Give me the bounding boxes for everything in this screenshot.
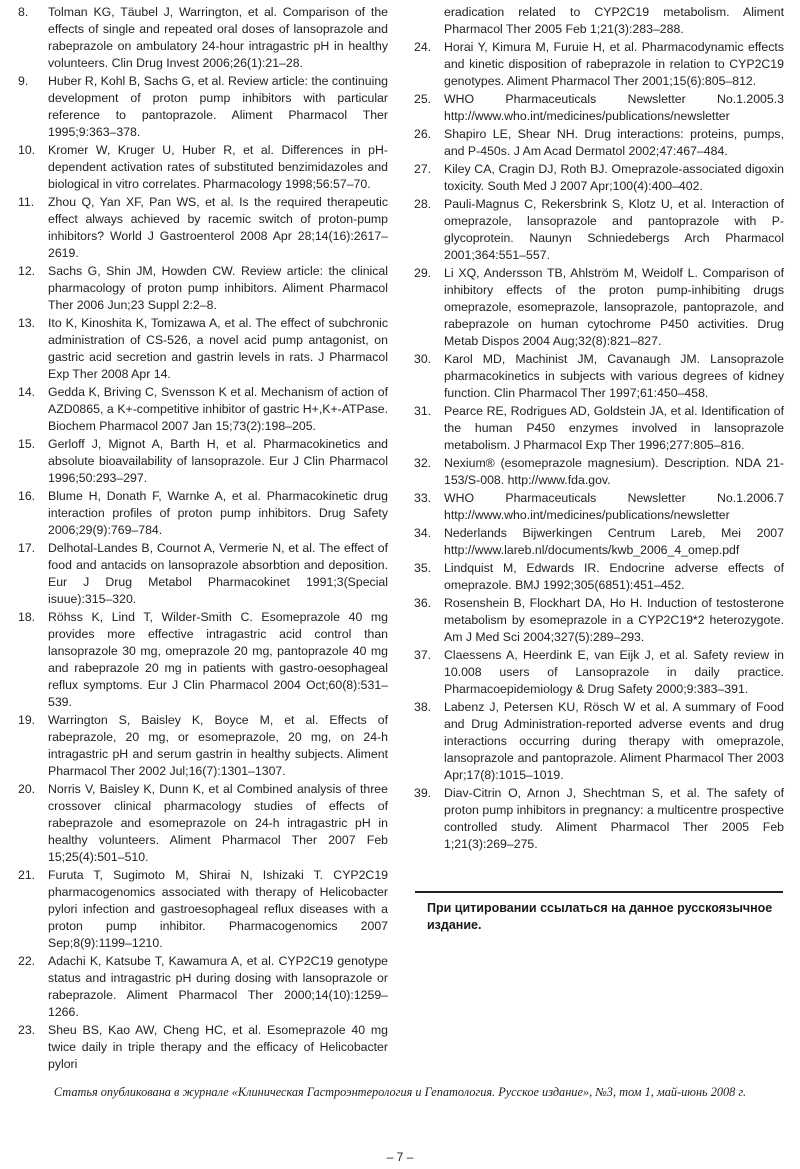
reference-text: Gerloff J, Mignot A, Barth H, et al. Pharmacokinetics and absolute bioavailability of lansoprazole. Eur J Clin Pharmacol 1996;50:293–297. — [48, 437, 388, 485]
reference-number: 12. — [18, 264, 36, 278]
reference-text: Huber R, Kohl B, Sachs G, et al. Review article: the continuing development of proton pump inhibitors with particular reference to pantoprazole. Aliment Pharmacol Ther 1995;9:363–378. — [48, 74, 388, 139]
reference-item — [414, 785, 784, 853]
reference-number: 22. — [18, 954, 36, 968]
reference-number: 28. — [414, 197, 432, 211]
reference-number: 29. — [414, 266, 432, 280]
reference-item — [414, 490, 784, 524]
reference-item — [18, 315, 388, 383]
citation-note: При цитировании ссылаться на данное русскоязычное издание. — [427, 901, 773, 932]
reference-text: Furuta T, Sugimoto M, Shirai N, Ishizaki T. CYP2C19 pharmacogenomics associated with therapy of Helicobacter pylori infection and gastroesophageal reflux diseases with a proton pump inhibitor. Pharmacogenomics 2007 Sep;8(9):1199–1210. — [48, 868, 388, 950]
reference-number: 30. — [414, 352, 432, 366]
reference-text: Labenz J, Petersen KU, Rösch W et al. A summary of Food and Drug Administration-reported adverse events and drug interactions occurring during therapy with omeprazole, lansoprazole and pantoprazole. Aliment Pharmacol Ther 2003 Apr;17(8):1015–1019. — [444, 700, 784, 782]
reference-text: Nederlands Bijwerkingen Centrum Lareb, Mei 2007 http://www.lareb.nl/documents/kwb_2006_4_omep.pdf — [444, 526, 784, 557]
reference-number: 13. — [18, 316, 36, 330]
reference-text: WHO Pharmaceuticals Newsletter No.1.2006.7 http://www.who.int/medicines/publications/newsletter — [444, 491, 784, 522]
reference-number: 39. — [414, 786, 432, 800]
reference-text: Adachi K, Katsube T, Kawamura A, et al. CYP2C19 genotype status and intragastric pH during dosing with lansoprazole or rabeprazole. Aliment Pharmacol Ther 2000;14(10):1259–1266. — [48, 954, 388, 1019]
reference-text: Rosenshein B, Flockhart DA, Ho H. Induction of testosterone metabolism by esomeprazole in a CYP2C19*2 heterozygote. Am J Med Sci 2004;327(5):289–293. — [444, 596, 784, 644]
reference-text: Sachs G, Shin JM, Howden CW. Review article: the clinical pharmacology of proton pump inhibitors. Aliment Pharmacol Ther 2006 Jun;23 Suppl 2:2–8. — [48, 264, 388, 312]
reference-number: 32. — [414, 456, 432, 470]
reference-item — [414, 126, 784, 160]
reference-text: Li XQ, Andersson TB, Ahlström M, Weidolf L. Comparison of inhibitory effects of the proton pump-inhibiting drugs omeprazole, esomeprazole, lansoprazole, pantoprazole, and rabeprazole on human cytochrome P450 activities. Drug Metab Dispos 2004 Aug;32(8):821–827. — [444, 266, 784, 348]
reference-continuation: eradication related to CYP2C19 metabolism. Aliment Pharmacol Ther 2005 Feb 1;21(3):283–288. — [444, 5, 784, 36]
reference-list-right — [414, 39, 784, 853]
reference-text: Tolman KG, Täubel J, Warrington, et al. Comparison of the effects of single and repeated oral doses of lansoprazole and rabeprazole on ambulatory 24-hour intragastric pH in healthy volunteers. Clin Drug Invest 2006;26(1):21–28. — [48, 5, 388, 70]
reference-item — [414, 595, 784, 646]
reference-number: 15. — [18, 437, 36, 451]
reference-item — [414, 351, 784, 402]
publication-note: Статья опубликована в журнале «Клиническая Гастроэнтерология и Гепатология. Русское издание», №3, том 1, май-июнь 2008 г. — [53, 1085, 747, 1099]
reference-number: 16. — [18, 489, 36, 503]
reference-item — [414, 265, 784, 350]
reference-item — [18, 142, 388, 193]
reference-list-left — [18, 4, 388, 1073]
reference-item — [414, 91, 784, 125]
reference-number: 38. — [414, 700, 432, 714]
reference-item — [414, 161, 784, 195]
reference-item — [18, 73, 388, 141]
reference-text: Gedda K, Briving C, Svensson K et al. Mechanism of action of AZD0865, a K+-competitive inhibitor of gastric H+,K+-ATPase. Biochem Pharmacol 2007 Jan 15;73(2):198–205. — [48, 385, 388, 433]
reference-item — [18, 781, 388, 866]
reference-item — [18, 436, 388, 487]
reference-text: Horai Y, Kimura M, Furuie H, et al. Pharmacodynamic effects and kinetic disposition of rabeprazole in relation to CYP2C19 genotypes. Aliment Pharmacol Ther 2001;15(6):805–812. — [444, 40, 784, 88]
reference-item — [414, 196, 784, 264]
reference-number: 19. — [18, 713, 36, 727]
reference-text: Nexium® (esomeprazole magnesium). Description. NDA 21-153/S-008. http://www.fda.gov. — [444, 456, 784, 487]
reference-item — [18, 1022, 388, 1073]
reference-text: Ito K, Kinoshita K, Tomizawa A, et al. The effect of subchronic administration of CS-526, a novel acid pump antagonist, on gastric acid secretion and gastrin levels in rats. J Pharmacol Exp Ther 2008 Apr 14. — [48, 316, 388, 381]
reference-number: 11. — [18, 195, 35, 209]
reference-number: 25. — [414, 92, 432, 106]
divider-rule — [415, 891, 783, 893]
reference-text: Diav-Citrin O, Arnon J, Shechtman S, et al. The safety of proton pump inhibitors in pregnancy: a multicentre prospective controlled study. Aliment Pharmacol Ther 2005 Feb 1;21(3):269–275. — [444, 786, 784, 851]
reference-text: Zhou Q, Yan XF, Pan WS, et al. Is the required therapeutic effect always achieved by racemic switch of proton-pump inhibitors? World J Gastroenterol 2008 Apr 28;14(16):2617–2619. — [48, 195, 388, 260]
reference-number: 34. — [414, 526, 432, 540]
reference-number: 31. — [414, 404, 432, 418]
reference-text: Sheu BS, Kao AW, Cheng HC, et al. Esomeprazole 40 mg twice daily in triple therapy and the efficacy of Helicobacter pylori — [48, 1023, 388, 1071]
reference-item — [18, 194, 388, 262]
reference-text: Kromer W, Kruger U, Huber R, et al. Differences in pH-dependent activation rates of substituted benzimidazoles and biological in vitro correlates. Pharmacology 1998;56:57–70. — [48, 143, 388, 191]
reference-item — [18, 384, 388, 435]
reference-text: Karol MD, Machinist JM, Cavanaugh JM. Lansoprazole pharmacokinetics in subjects with various degrees of kidney function. Clin Pharmacol Ther 1997;61:450–458. — [444, 352, 784, 400]
reference-text: Röhss K, Lind T, Wilder-Smith C. Esomeprazole 40 mg provides more effective intragastric acid control than lansoprazole 30 mg, omeprazole 20 mg, pantoprazole 40 mg and rabeprazole 20 mg in patients with gastro-oesophageal reflux symptoms. Eur J Clin Pharmacol 2004 Oct;60(8):531–539. — [48, 610, 388, 709]
reference-text: Delhotal-Landes B, Cournot A, Vermerie N, et al. The effect of food and antacids on lansoprazole absorbtion and deposition. Eur J Drug Metabol Pharmacokinet 1991;3(Special isuue):315–320. — [48, 541, 388, 606]
reference-item — [18, 712, 388, 780]
reference-number: 27. — [414, 162, 432, 176]
left-column — [18, 4, 388, 1074]
reference-text: Norris V, Baisley K, Dunn K, et al Combined analysis of three crossover clinical pharmacology studies of effects of rabeprazole and esomeprazole on 24-h intragastric pH in healthy volunteers. Aliment Pharmacol Ther 2007 Feb 15;25(4):501–510. — [48, 782, 388, 864]
reference-number: 9. — [18, 74, 29, 88]
reference-number: 36. — [414, 596, 432, 610]
right-column — [414, 4, 784, 854]
reference-text: Claessens A, Heerdink E, van Eijk J, et al. Safety review in 10.008 users of Lansoprazole in daily practice. Pharmacoepidemiology & Drug Safety 2000;9:383–391. — [444, 648, 784, 696]
reference-item — [414, 525, 784, 559]
reference-item — [414, 403, 784, 454]
reference-item — [414, 455, 784, 489]
reference-text: Lindquist M, Edwards IR. Endocrine adverse effects of omeprazole. BMJ 1992;305(6851):451–452. — [444, 561, 784, 592]
reference-text: Warrington S, Baisley K, Boyce M, et al. Effects of rabeprazole, 20 mg, or esomeprazole, 20 mg, on 24-h intragastric pH and serum gastrin in healthy subjects. Aliment Pharmacol Ther 2002 Jul;16(7):1301–1307. — [48, 713, 388, 778]
reference-text: Pauli-Magnus C, Rekersbrink S, Klotz U, et al. Interaction of omeprazole, lansoprazole and pantoprazole with P-glycoprotein. Naunyn Schniedebergs Arch Pharmacol 2001;364:551–557. — [444, 197, 784, 262]
reference-item — [18, 609, 388, 711]
reference-number: 26. — [414, 127, 432, 141]
reference-text: Pearce RE, Rodrigues AD, Goldstein JA, et al. Identification of the human P450 enzymes involved in lansoprazole metabolism. J Pharmacol Exp Ther 1996;277:805–816. — [444, 404, 784, 452]
reference-number: 20. — [18, 782, 36, 796]
reference-item — [18, 867, 388, 952]
reference-number: 23. — [18, 1023, 36, 1037]
reference-item — [18, 4, 388, 72]
reference-number: 8. — [18, 5, 29, 19]
reference-number: 18. — [18, 610, 36, 624]
reference-item — [414, 699, 784, 784]
reference-number: 21. — [18, 868, 36, 882]
reference-item — [414, 39, 784, 90]
reference-item — [18, 263, 388, 314]
reference-item — [18, 488, 388, 539]
reference-text: Shapiro LE, Shear NH. Drug interactions: proteins, pumps, and P-450s. J Am Acad Dermatol 2002;47:467–484. — [444, 127, 784, 158]
reference-text: WHO Pharmaceuticals Newsletter No.1.2005.3 http://www.who.int/medicines/publications/newsletter — [444, 92, 784, 123]
reference-number: 10. — [18, 143, 36, 157]
reference-number: 24. — [414, 40, 432, 54]
reference-number: 33. — [414, 491, 432, 505]
reference-number: 35. — [414, 561, 432, 575]
reference-number: 17. — [18, 541, 36, 555]
page-number: – 7 – — [386, 1150, 414, 1164]
reference-item — [18, 953, 388, 1021]
reference-item — [414, 560, 784, 594]
reference-number: 14. — [18, 385, 36, 399]
reference-text: Blume H, Donath F, Warnke A, et al. Pharmacokinetic drug interaction profiles of proton pump inhibitors. Drug Safety 2006;29(9):769–784. — [48, 489, 388, 537]
reference-item — [414, 647, 784, 698]
reference-number: 37. — [414, 648, 432, 662]
reference-item — [18, 540, 388, 608]
reference-text: Kiley CA, Cragin DJ, Roth BJ. Omeprazole-associated digoxin toxicity. South Med J 2007 Apr;100(4):400–402. — [444, 162, 784, 193]
